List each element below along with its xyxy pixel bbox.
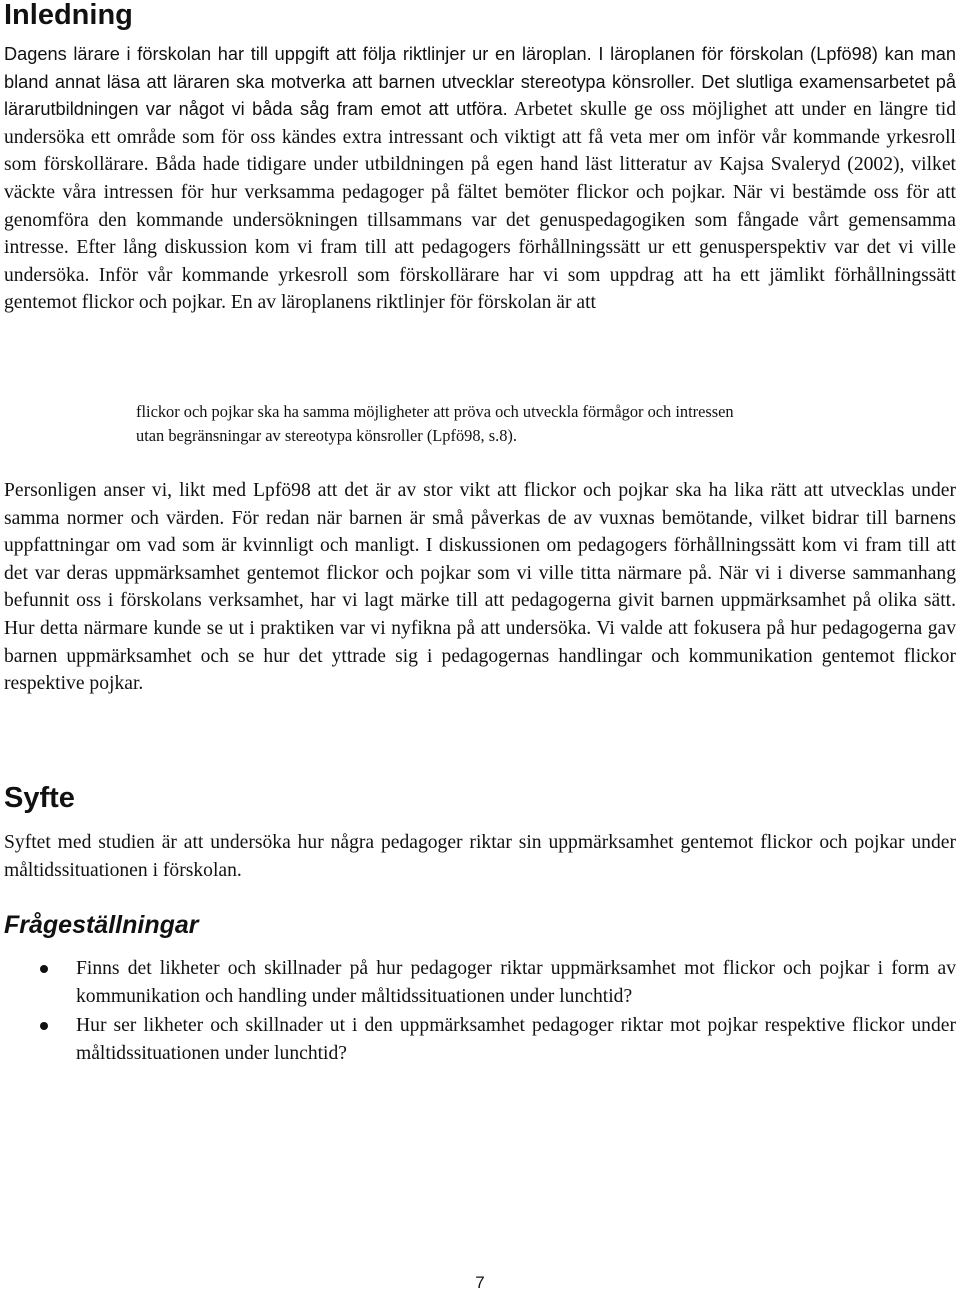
bullet-icon <box>40 1022 48 1030</box>
heading-fragestallningar: Frågeställningar <box>4 911 199 939</box>
page-number: 7 <box>475 1273 485 1292</box>
bullet-icon <box>40 965 48 973</box>
paragraph-inledning <box>4 41 956 317</box>
question-text: Hur ser likheter och skillnader ut i den uppmärksamhet pedagoger riktar mot pojkar respektive flickor under måltidssituationen under lunchtid? <box>76 1014 956 1065</box>
paragraph-syfte: Syftet med studien är att undersöka hur några pedagoger riktar sin uppmärksamhet gentemot flickor och pojkar under måltidssituationen i förskolan. <box>4 832 956 881</box>
paragraph-inledning-serif-run: Arbetet skulle ge oss möjlighet att under en längre tid undersöka ett område som för oss kändes extra intressant och viktigt att få veta mer om inför vår kommande yrkesroll som förskollärare. Båda hade tidigare under utbildningen på egen hand läst litteratur av Kajsa Svaleryd (2002), vilket väckte våra intressen för hur verksamma pedagoger på fältet bemöter flickor och pojkar. När vi bestämde oss för att genomföra den kommande undersökningen tillsammans var det genuspedagogiken som fångade vårt gemensamma intresse. Efter lång diskussion kom vi fram till att pedagogers förhållningssätt ur ett genusperspektiv var det vi ville undersöka. Inför vår kommande yrkesroll som förskollärare har vi som uppdrag att ha ett jämlikt förhållningssätt gentemot flickor och pojkar. En av läroplanens riktlinjer för förskolan är att <box>4 99 956 314</box>
block-quote <box>136 400 936 448</box>
quote-line-2: utan begränsningar av stereotypa könsroller (Lpfö98, s.8). <box>136 426 517 445</box>
list-item <box>0 955 956 1012</box>
quote-line-1: flickor och pojkar ska ha samma möjligheter att pröva och utveckla förmågor och intressen <box>136 402 734 421</box>
question-text: Finns det likheter och skillnader på hur pedagoger riktar uppmärksamhet mot flickor och pojkar i form av kommunikation och handling under måltidssituationen under lunchtid? <box>76 958 956 1008</box>
question-list <box>0 955 956 1069</box>
heading-inledning: Inledning <box>4 0 133 31</box>
list-item <box>0 1012 956 1069</box>
paragraph-inledning-sans-run: Dagens lärare i förskolan har till uppgift att följa riktlinjer ur en läroplan. I läroplanen för förskolan (Lpfö98) kan man bland annat läsa att läraren ska motverka att barnen utvecklar stereotypa könsroller. Det slutliga examensarbetet på lärarutbildningen var något vi båda såg fram emot att utföra. <box>4 44 956 120</box>
heading-syfte: Syfte <box>4 782 75 814</box>
paragraph-personligen: Personligen anser vi, likt med Lpfö98 att det är av stor vikt att flickor och pojkar ska ha lika rätt att utvecklas under samma normer och värden. För redan när barnen är små påverkas de av vuxnas bemötande, vilket bidrar till barnens uppfattningar om vad som är kvinnligt och manligt. I diskussionen om pedagogers förhållningssätt kom vi fram till att det var deras uppmärksamhet gentemot flickor och pojkar som vi ville titta närmare på. När vi i diverse sammanhang befunnit oss i förskolans verksamhet, har vi lagt märke till att pedagogerna givit barnen uppmärksamhet på olika sätt. Hur detta närmare kunde se ut i praktiken var vi nyfikna på att undersöka. Vi valde att fokusera på hur pedagogerna gav barnen uppmärksamhet och se hur det yttrade sig i pedagogernas handlingar och kommunikation gentemot flickor respektive pojkar. <box>4 480 956 695</box>
